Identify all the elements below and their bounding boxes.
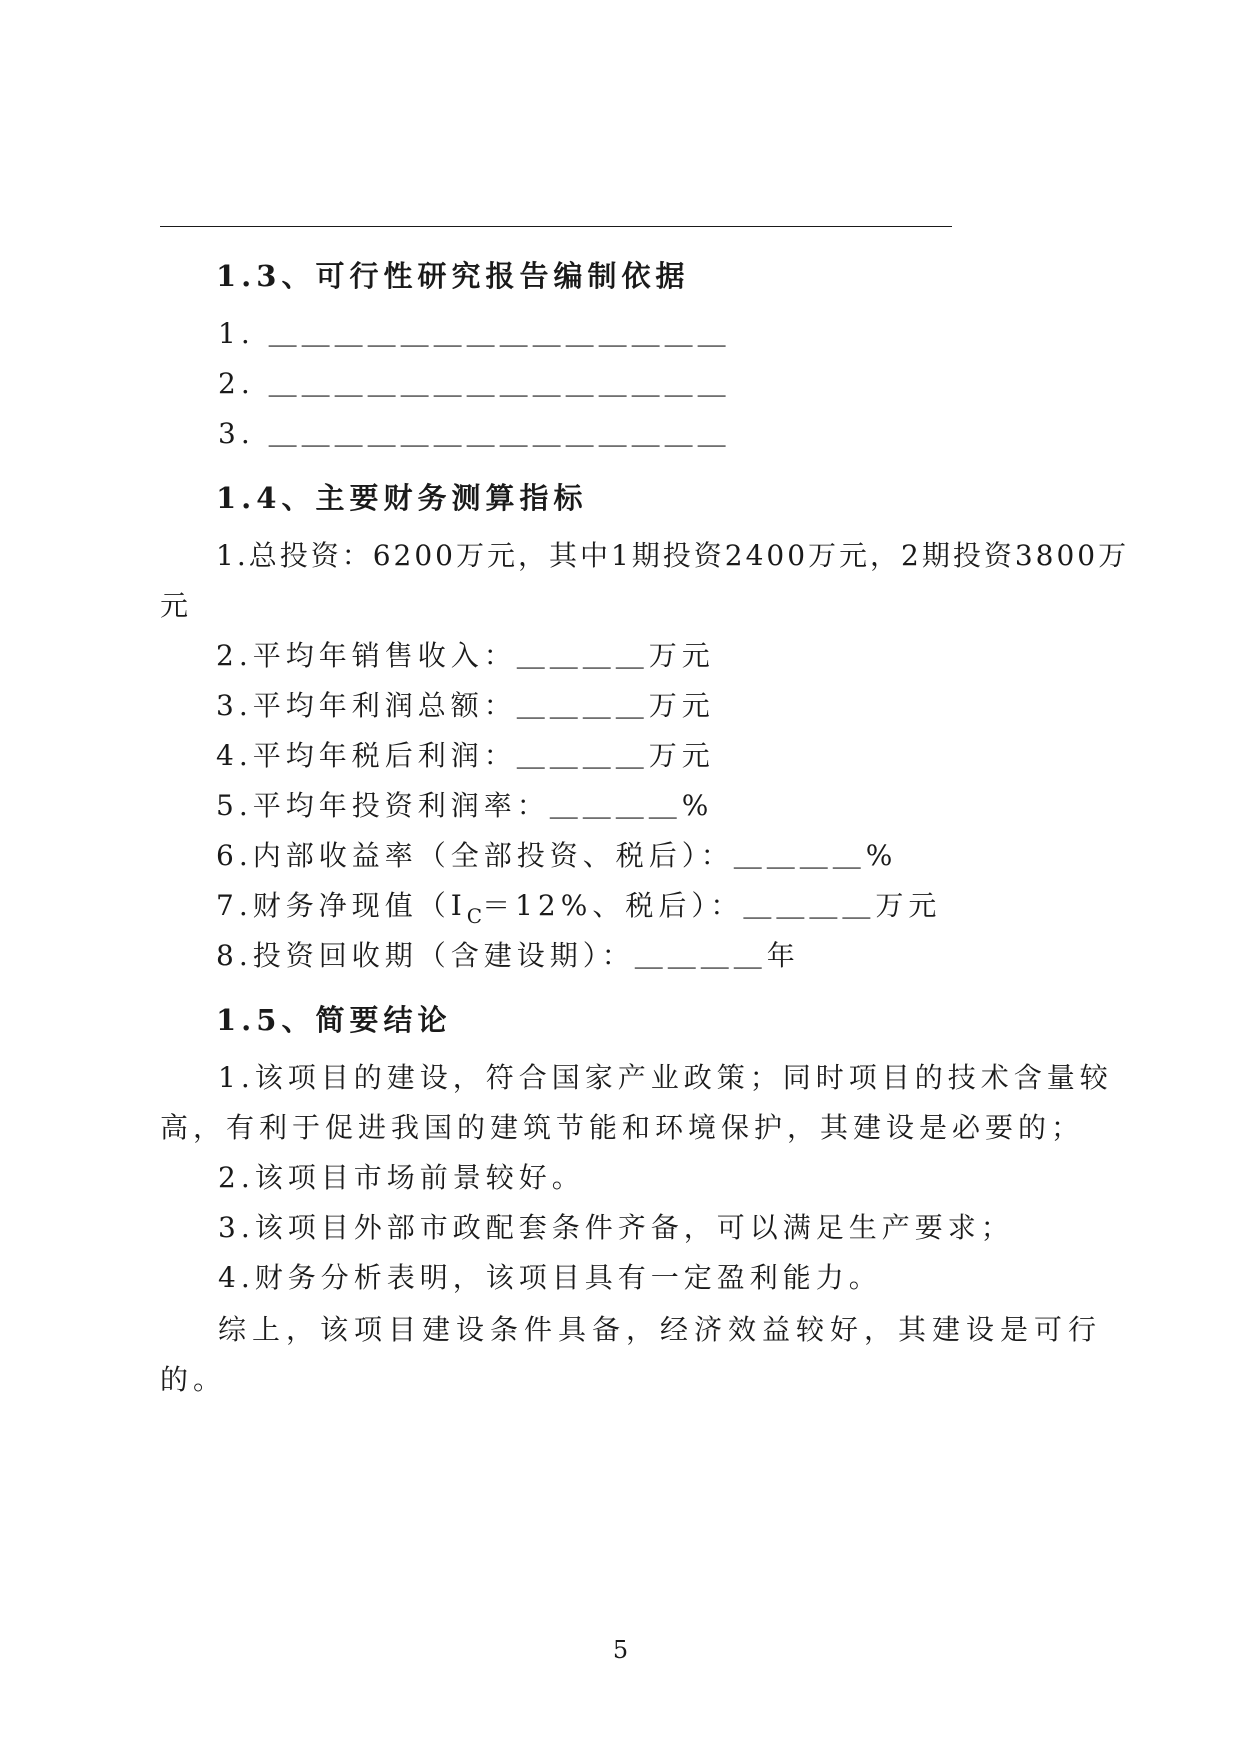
financial-item-4: 4.平均年税后利润：＿＿＿＿万元 xyxy=(216,739,715,772)
top-dashed-rule: ＿＿＿＿＿＿＿＿＿＿＿＿＿＿＿＿＿＿＿＿＿＿＿＿＿＿＿＿＿＿＿＿＿ xyxy=(160,202,952,230)
financial-item-7 xyxy=(216,888,941,926)
financial-item-1-line-1: 1.总投资：6200万元，其中1期投资2400万元，2期投资3800万 xyxy=(216,539,1130,572)
financial-item-3: 3.平均年利润总额：＿＿＿＿万元 xyxy=(216,689,715,722)
conclusion-summary-line-2: 的。 xyxy=(160,1363,227,1396)
basis-item-2: 2. ＿＿＿＿＿＿＿＿＿＿＿＿＿＿ xyxy=(218,367,731,400)
conclusion-item-2: 2.该项目市场前景较好。 xyxy=(218,1161,585,1194)
basis-item-1: 1. ＿＿＿＿＿＿＿＿＿＿＿＿＿＿ xyxy=(218,317,731,350)
section-1-3-heading: 1.3、可行性研究报告编制依据 xyxy=(216,259,690,293)
npv-subscript: C xyxy=(466,904,483,928)
conclusion-item-3: 3.该项目外部市政配套条件齐备，可以满足生产要求； xyxy=(218,1211,1014,1244)
npv-label-suffix: ＝12%、税后）：＿＿＿＿万元 xyxy=(482,889,942,922)
financial-item-2: 2.平均年销售收入：＿＿＿＿万元 xyxy=(216,639,715,672)
financial-item-5: 5.平均年投资利润率：＿＿＿＿% xyxy=(216,789,714,822)
basis-item-3: 3. ＿＿＿＿＿＿＿＿＿＿＿＿＿＿ xyxy=(218,417,731,450)
financial-item-1-line-2: 元 xyxy=(160,589,194,622)
conclusion-item-1-line-2: 高，有利于促进我国的建筑节能和环境保护，其建设是必要的； xyxy=(160,1111,1085,1144)
financial-item-6: 6.内部收益率（全部投资、税后）：＿＿＿＿% xyxy=(216,839,898,872)
page-number: 5 xyxy=(612,1636,629,1664)
conclusion-item-4: 4.财务分析表明，该项目具有一定盈利能力。 xyxy=(218,1261,882,1294)
section-1-4-heading: 1.4、主要财务测算指标 xyxy=(216,481,588,515)
section-1-5-heading: 1.5、简要结论 xyxy=(216,1003,452,1037)
conclusion-item-1-line-1: 1.该项目的建设，符合国家产业政策；同时项目的技术含量较 xyxy=(218,1061,1113,1094)
financial-item-8: 8.投资回收期（含建设期）：＿＿＿＿年 xyxy=(216,939,800,972)
npv-label-prefix: 7.财务净现值（I xyxy=(216,889,467,922)
conclusion-summary-line-1: 综上，该项目建设条件具备，经济效益较好，其建设是可行 xyxy=(218,1313,1103,1346)
